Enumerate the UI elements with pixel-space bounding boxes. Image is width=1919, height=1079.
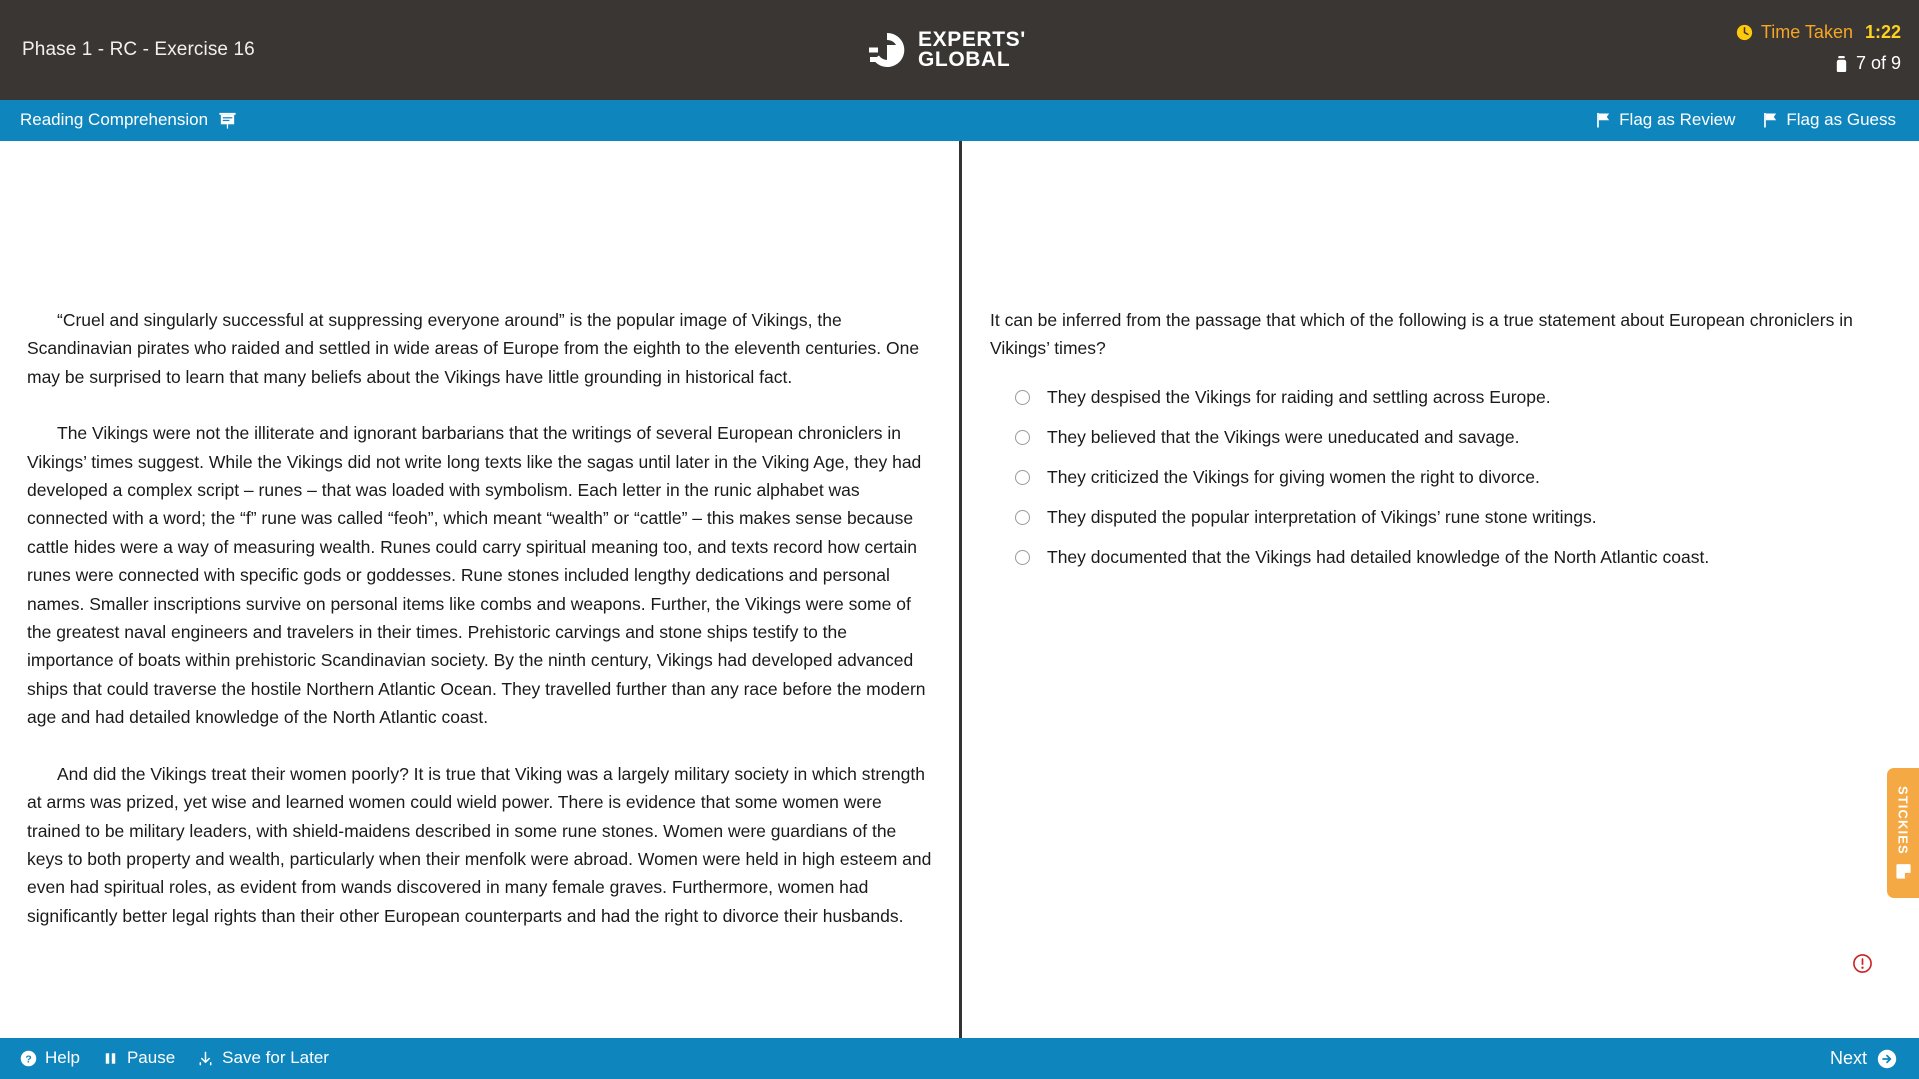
flag-as-guess-button[interactable] xyxy=(1763,110,1896,130)
passage-paragraph: “Cruel and singularly successful at suppressing everyone around” is the popular image of Vikings, the Scandinavian pirates who raided and settled in wide areas of Europe from the eighth to the eleventh centuries. One may be surprised to learn that many beliefs about the Vikings have little grounding in historical fact. xyxy=(27,310,920,387)
brand-wordmark xyxy=(918,30,1026,70)
alert-circle-icon[interactable] xyxy=(1852,953,1873,974)
panel-divider xyxy=(959,141,962,1038)
answer-option-label: They believed that the Vikings were uneducated and savage. xyxy=(1047,426,1520,447)
save-for-later-label: Save for Later xyxy=(222,1048,329,1067)
download-icon xyxy=(197,1050,214,1067)
pause-label: Pause xyxy=(126,1048,176,1067)
time-taken-row xyxy=(1736,20,1901,44)
answer-option[interactable] xyxy=(1015,465,1889,490)
timer-area xyxy=(1736,20,1901,74)
help-label: Help xyxy=(45,1048,80,1067)
footer-actions xyxy=(20,1048,329,1068)
answer-option[interactable] xyxy=(1015,505,1889,530)
footer-bar xyxy=(0,1038,1919,1079)
question-circle-icon xyxy=(20,1050,37,1067)
question-counter-value: 7 of 9 xyxy=(1855,53,1901,73)
help-button[interactable] xyxy=(20,1048,80,1068)
question-stem: It can be inferred from the passage that which of the following is a true statement about European chroniclers in Vikings’ times? xyxy=(990,310,1853,359)
question-counter-row xyxy=(1736,53,1901,74)
section-toolbar xyxy=(0,100,1919,141)
answer-option[interactable] xyxy=(1015,425,1889,450)
experts-global-g-mark-icon xyxy=(867,30,907,70)
answer-option[interactable] xyxy=(1015,385,1889,410)
answer-option-label: They despised the Vikings for raiding and settling across Europe. xyxy=(1047,386,1551,407)
flag-icon xyxy=(1596,112,1611,128)
section-name-label: Reading Comprehension xyxy=(20,110,209,129)
radio-button[interactable] xyxy=(1015,550,1030,565)
answer-option[interactable] xyxy=(1015,545,1889,570)
answer-options xyxy=(990,385,1889,570)
answer-option-label: They documented that the Vikings had detailed knowledge of the North Atlantic coast. xyxy=(1047,546,1710,567)
page-title: Phase 1 - RC - Exercise 16 xyxy=(22,39,255,60)
question-panel xyxy=(962,282,1919,1079)
flag-buttons xyxy=(1596,110,1896,130)
save-for-later-button[interactable] xyxy=(197,1048,329,1068)
top-header-bar xyxy=(0,0,1919,100)
svg-text:?: ? xyxy=(25,1053,32,1065)
passage-paragraph: And did the Vikings treat their women poorly? It is true that Viking was a largely military society in which strength at arms was prized, yet wise and learned women could wield power. There is evidence that some women were trained to be military leaders, with shield-maidens described in some rune stones. Women were guardians of the keys to both property and wealth, particularly when their menfolk were abroad. Women were held in high esteem and even had spiritual roles, as evident from wands discovered in many female graves. Furthermore, women had significantly better legal rights than their other European counterparts and had the right to divorce their husbands. xyxy=(27,763,932,926)
passage-paragraph: The Vikings were not the illiterate and ignorant barbarians that the writings of several European chroniclers in Vikings’ times suggest. While the Vikings did not write long texts like the sagas until later in the Viking Age, they had developed a complex script – runes – that was loaded with symbolism. Each letter in the runic alphabet was connected with a word; the “f” rune was called “feoh”, which meant “wealth” or “cattle” – this makes sense because cattle hides were a way of measuring wealth. Runes could carry spiritual meaning too, and texts record how certain runes were connected with specific gods or goddesses. Rune stones included lengthy dedications and personal names. Smaller inscriptions survive on personal items like combs and weapons. Further, the Vikings were some of the greatest naval engineers and travelers in their times. Prehistoric carvings and stone ships testify to the importance of boats within prehistoric Scandinavian society. By the ninth century, Vikings had developed advanced ships that could traverse the hostile Northern Atlantic Ocean. They travelled further than any race before the modern age and had detailed knowledge of the North Atlantic coast. xyxy=(27,423,926,728)
radio-button[interactable] xyxy=(1015,390,1030,405)
clock-icon xyxy=(1736,24,1753,41)
flag-as-review-button[interactable] xyxy=(1596,110,1735,130)
answer-option-label: They criticized the Vikings for giving women the right to divorce. xyxy=(1047,466,1540,487)
pause-icon xyxy=(102,1050,119,1067)
arrow-right-circle-icon xyxy=(1877,1049,1897,1069)
radio-button[interactable] xyxy=(1015,470,1030,485)
brand-line-1: EXPERTS' xyxy=(918,28,1026,51)
brand-logo xyxy=(867,30,1026,70)
flag-as-guess-label: Flag as Guess xyxy=(1786,110,1896,129)
brand-line-2: GLOBAL xyxy=(918,48,1011,71)
section-name xyxy=(20,110,237,130)
presentation-board-icon xyxy=(218,111,237,130)
next-label: Next xyxy=(1829,1048,1867,1068)
flag-as-review-label: Flag as Review xyxy=(1619,110,1736,129)
sticky-note-icon xyxy=(1895,863,1912,880)
next-button[interactable] xyxy=(1830,1048,1897,1069)
stickies-label: STICKIES xyxy=(1895,785,1911,855)
pause-button[interactable] xyxy=(102,1048,175,1068)
answer-option-label: They disputed the popular interpretation of Vikings’ rune stone writings. xyxy=(1047,506,1597,527)
time-taken-value: 1:22 xyxy=(1864,21,1901,42)
stickies-tab[interactable] xyxy=(1887,768,1919,898)
passage-panel xyxy=(0,282,959,1079)
flag-icon xyxy=(1763,112,1778,128)
flask-icon xyxy=(1834,55,1849,73)
time-taken-label: Time Taken xyxy=(1760,21,1853,42)
radio-button[interactable] xyxy=(1015,430,1030,445)
radio-button[interactable] xyxy=(1015,510,1030,525)
